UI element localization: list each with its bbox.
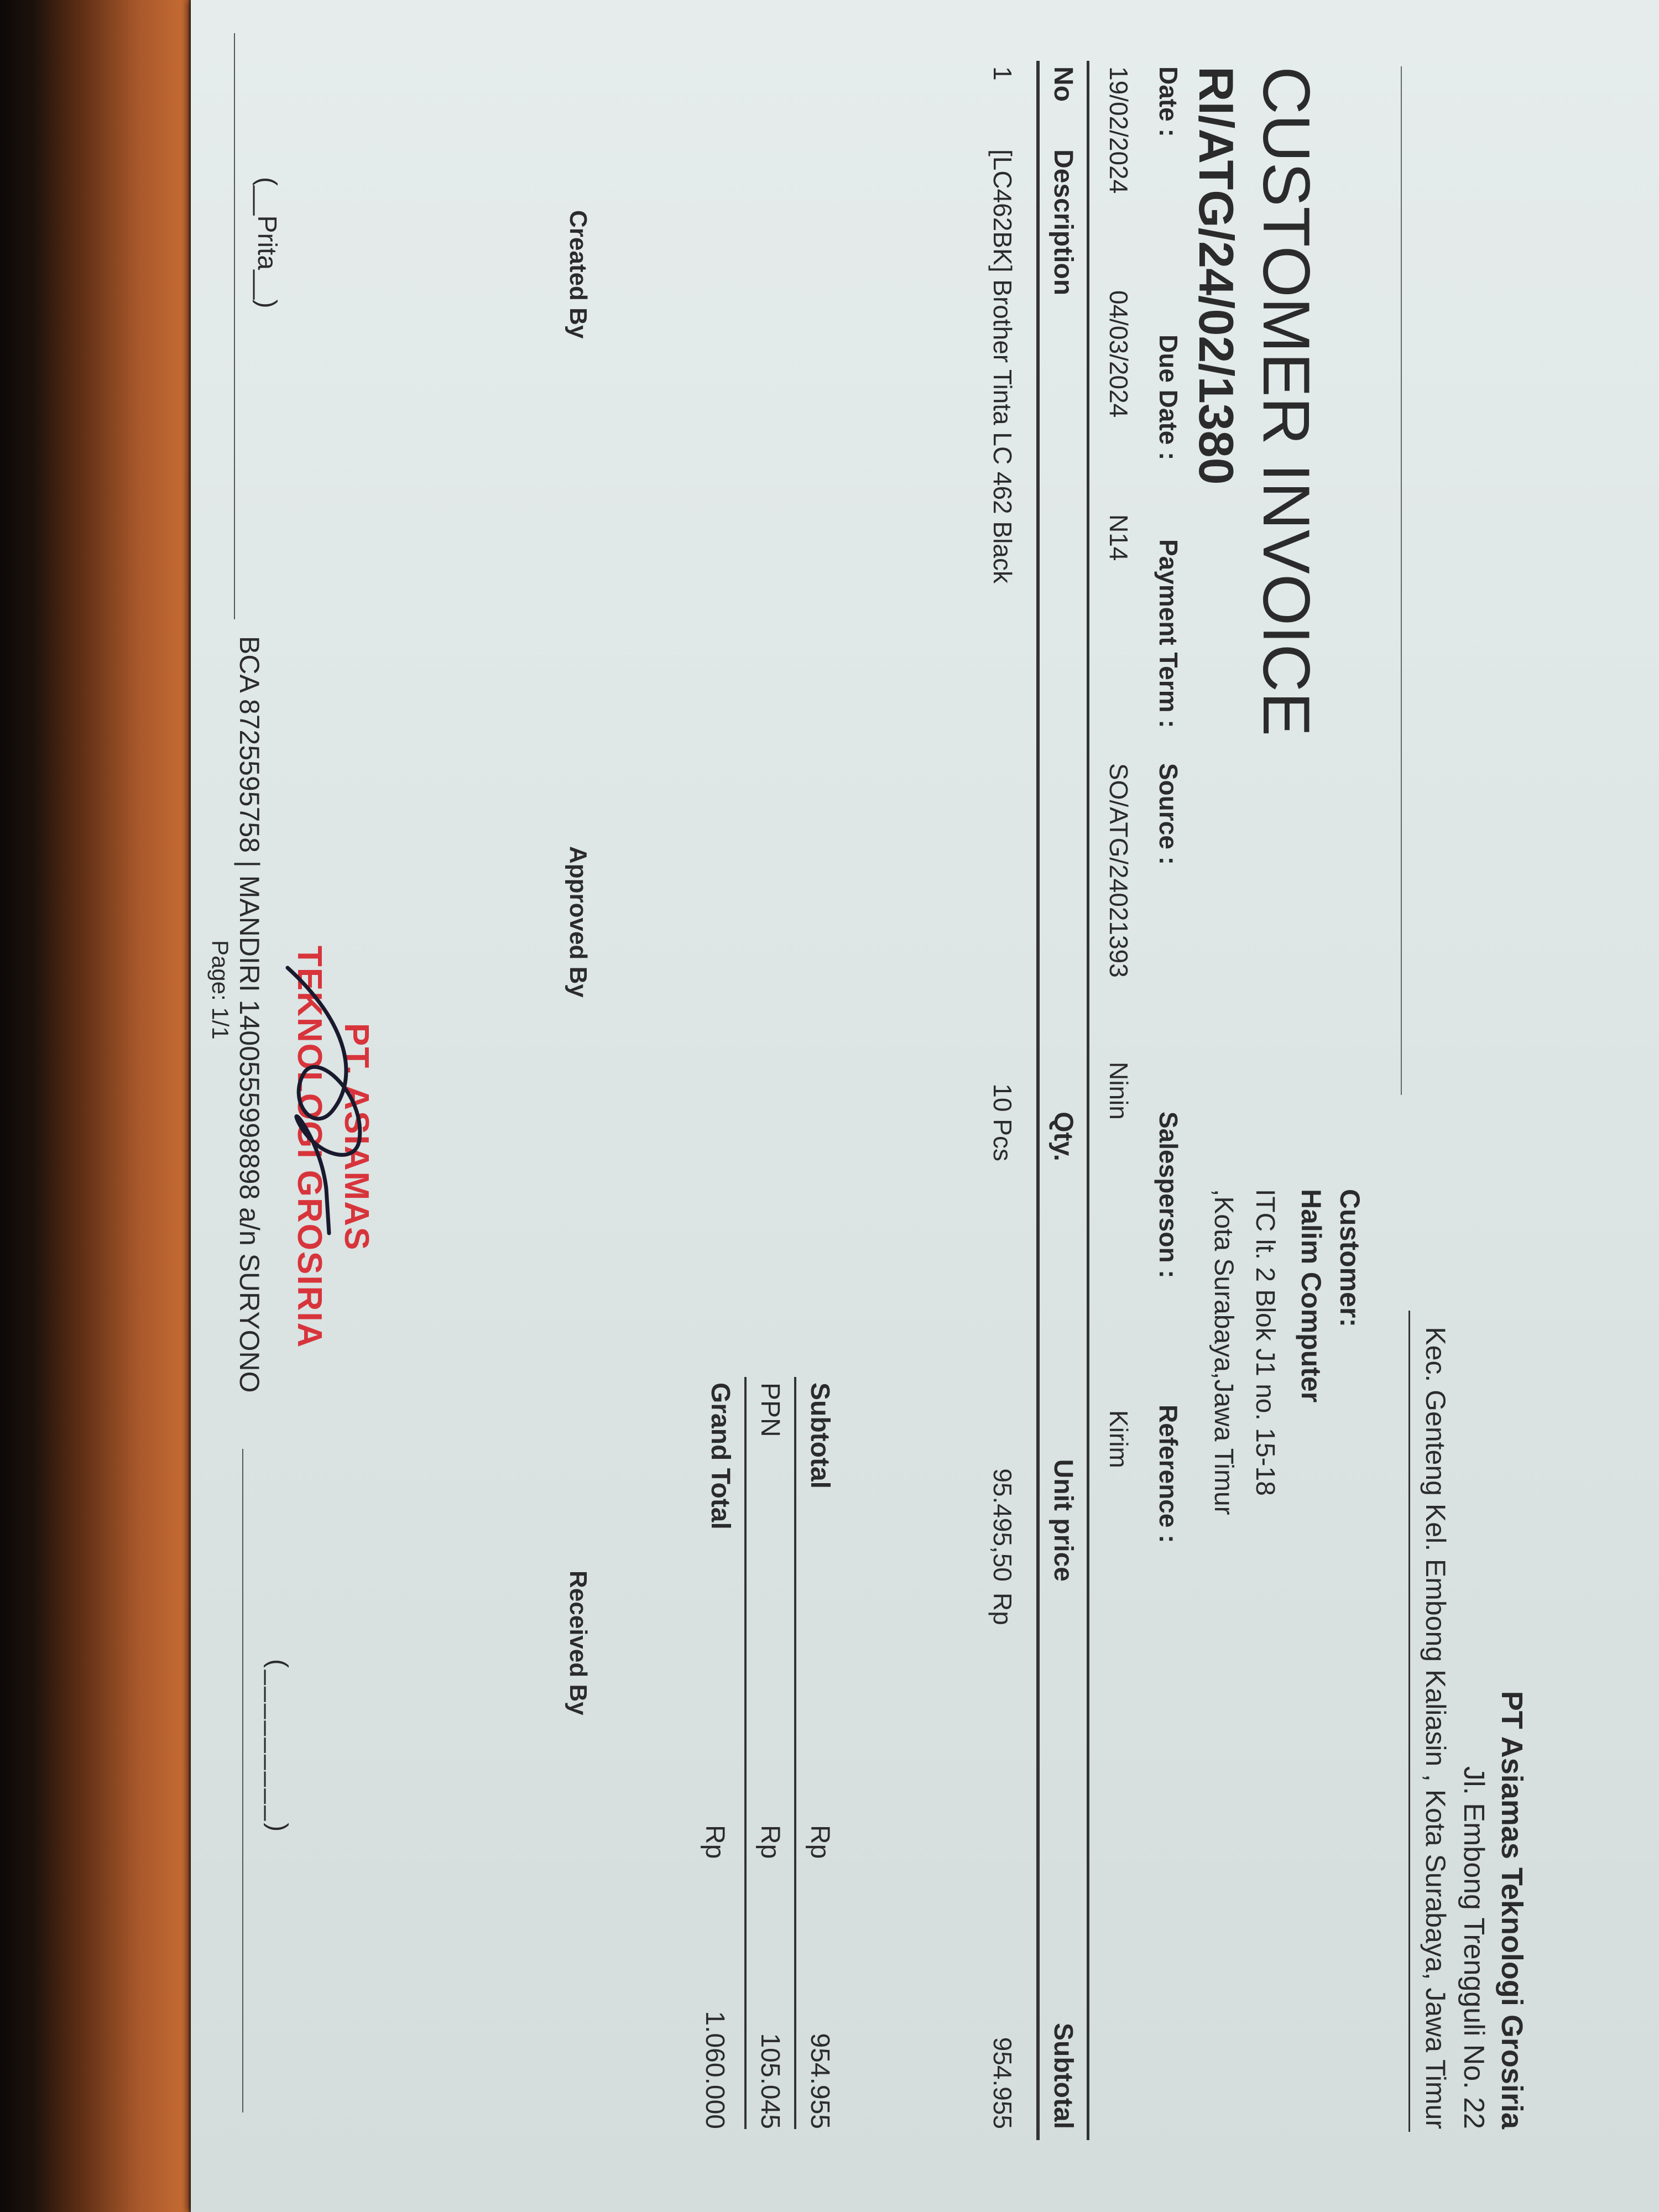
- page-number: Page: 1/1: [207, 940, 233, 1040]
- grand-total-label: Grand Total: [706, 1383, 735, 1530]
- due-date-label: Due Date :: [1154, 335, 1183, 461]
- company-name: PT Asiamas Teknologi Grosiria: [1495, 1691, 1528, 2129]
- totals-ppn-value: 105.045: [755, 2033, 785, 2129]
- customer-label: Customer:: [1334, 1189, 1365, 1328]
- approved-by-label: Approved By: [565, 846, 592, 998]
- payment-term-label: Payment Term :: [1154, 539, 1183, 728]
- row-currency: Rp: [988, 1593, 1017, 1625]
- created-by-name: (__Prita__): [252, 177, 281, 309]
- salesperson-label: Salesperson :: [1154, 1112, 1183, 1279]
- due-date-value: 04/03/2024: [1104, 290, 1133, 418]
- customer-address-line1: ITC lt. 2 Blok J1 no. 15-18: [1250, 1189, 1280, 1496]
- header-rule-left: [1401, 66, 1402, 1095]
- totals-rule-1: [794, 1377, 796, 2129]
- source-label: Source :: [1154, 763, 1183, 865]
- row-unit-price: 95.495,50: [988, 1468, 1017, 1582]
- customer-name: Halim Computer: [1296, 1189, 1327, 1403]
- salesperson-value: Ninin: [1104, 1062, 1133, 1120]
- footer-rule-left: [234, 33, 235, 619]
- received-by-label: Received By: [565, 1571, 592, 1715]
- column-header-qty: Qty.: [1048, 1112, 1078, 1161]
- totals-rule-2: [744, 1377, 747, 2129]
- column-header-subtotal: Subtotal: [1048, 2023, 1078, 2129]
- column-header-description: Description: [1048, 149, 1078, 296]
- footer-rule-right: [242, 1449, 243, 2112]
- bank-info: BCA 8725595758 | MANDIRI 1400555998898 a/n SURYONO: [234, 636, 265, 1393]
- totals-ppn-label: PPN: [755, 1383, 785, 1437]
- company-address-line2: Kec. Genteng Kel. Embong Kaliasin , Kota Surabaya, Jawa Timur: [1420, 1327, 1451, 2129]
- date-label: Date :: [1154, 66, 1183, 137]
- invoice-number: RI/ATG/24/02/1380: [1189, 66, 1244, 485]
- reference-label: Reference :: [1154, 1405, 1183, 1543]
- column-header-no: No: [1048, 66, 1078, 102]
- row-no: 1: [988, 66, 1017, 81]
- handwritten-signature-icon: [271, 957, 382, 1244]
- company-stamp-line2: TEKNOLOGI GROSIRIA: [290, 946, 328, 1349]
- grand-total-currency: Rp: [700, 1825, 729, 1859]
- totals-subtotal-value: 954.955: [805, 2033, 834, 2129]
- date-value: 19/02/2024: [1104, 66, 1133, 194]
- header-rule: [1408, 1311, 1410, 2132]
- row-qty: 10 Pcs: [988, 1083, 1017, 1161]
- company-address-line1: Jl. Embong Trengguli No. 22: [1458, 1766, 1490, 2129]
- created-by-label: Created By: [565, 210, 592, 339]
- row-subtotal: 954.955: [988, 2037, 1017, 2129]
- column-header-unit-price: Unit price: [1048, 1459, 1078, 1582]
- grand-total-value: 1.060.000: [700, 2011, 729, 2129]
- totals-subtotal-label: Subtotal: [805, 1383, 834, 1489]
- customer-address-line2: ,Kota Surabaya,Jawa Timur: [1209, 1189, 1238, 1515]
- totals-subtotal-currency: Rp: [805, 1825, 834, 1859]
- invoice-document: [207, 0, 1571, 2212]
- invoice-title: CUSTOMER INVOICE: [1249, 66, 1323, 737]
- table-header-rule: [1036, 61, 1040, 2140]
- company-stamp-line1: PT. ASIAMAS: [337, 1023, 375, 1251]
- table-top-rule: [1087, 61, 1089, 2140]
- received-by-name: (_________): [263, 1659, 293, 1834]
- row-description: [LC462BK] Brother Tinta LC 462 Black: [988, 149, 1017, 583]
- reference-value: Kirim: [1104, 1410, 1133, 1468]
- totals-ppn-currency: Rp: [755, 1825, 785, 1859]
- payment-term-value: N14: [1104, 514, 1133, 561]
- source-value: SO/ATG/24021393: [1104, 763, 1133, 978]
